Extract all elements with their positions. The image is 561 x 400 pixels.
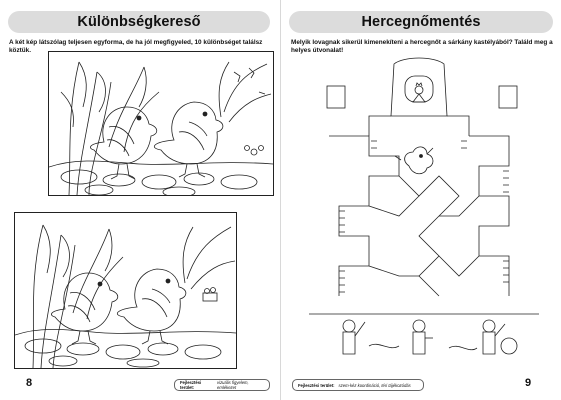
left-page-number: 8 xyxy=(26,377,33,389)
castle-maze[interactable] xyxy=(309,56,539,364)
knight-icon xyxy=(413,320,433,354)
knight-icon xyxy=(483,320,517,354)
duck-picture-top[interactable] xyxy=(48,51,274,196)
left-page xyxy=(0,0,280,400)
left-page-footer xyxy=(174,379,270,391)
footer-value: szem-kéz koordináció, téri tájékozódás xyxy=(338,382,411,388)
left-page-title: Különbségkereső xyxy=(8,11,270,33)
princess-icon xyxy=(413,83,425,102)
right-page-number: 9 xyxy=(525,377,532,389)
footer-label: Fejlesztési terület: xyxy=(180,380,202,390)
left-page-instruction: A két kép látszólag teljesen egyforma, de ha jól megfigyeled, 10 különbséget találsz köztük. xyxy=(9,39,263,55)
dragon-icon xyxy=(395,147,433,174)
castle-maze-illustration xyxy=(309,56,539,364)
footer-value: vizuális figyelem, emlékezet xyxy=(217,380,249,390)
duck-picture-bottom[interactable] xyxy=(14,212,237,369)
knight-icon xyxy=(343,320,365,354)
duck-illustration xyxy=(49,52,273,195)
right-page-instruction: Melyik lovagnak sikerül kimenekíteni a hercegnőt a sárkány kastélyából? Találd meg a helyes útvonalat! xyxy=(291,39,553,55)
right-page-title: Hercegnőmentés xyxy=(289,11,553,33)
duck-illustration xyxy=(15,213,236,368)
right-page xyxy=(281,0,561,400)
footer-label: Fejlesztési terület: xyxy=(298,382,335,388)
right-page-footer xyxy=(292,379,424,391)
